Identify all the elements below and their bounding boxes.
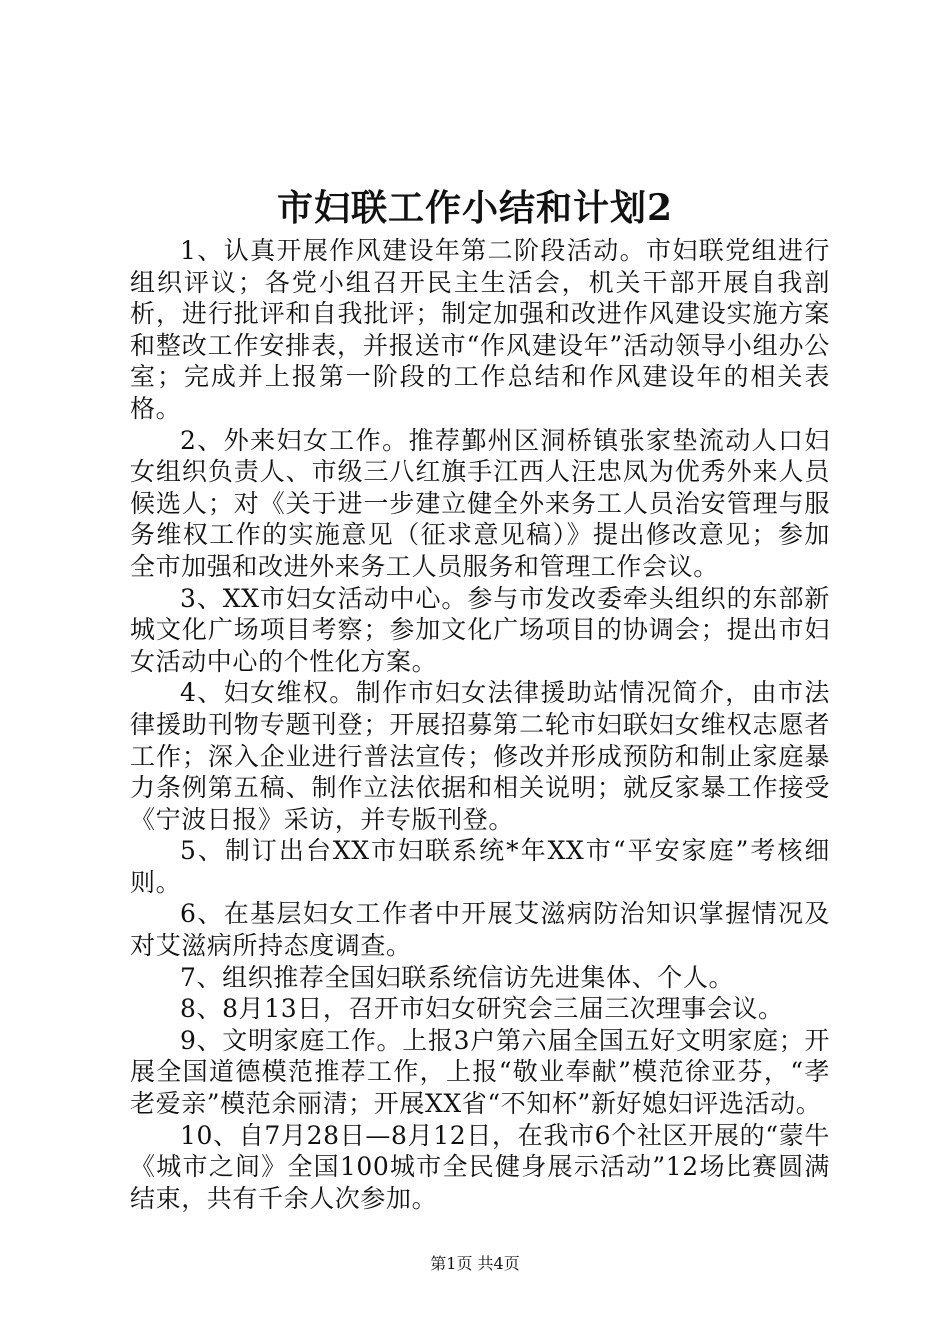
document-title: 市妇联工作小结和计划2 [276,187,674,229]
paragraph-3: 3、XX市妇女活动中心。参与市发改委牵头组织的东部新城文化广场项目考察；参加文化广场项目的协调会；提出市妇女活动中心的个性化方案。 [130,583,830,676]
paragraph-9: 9、文明家庭工作。上报3户第六届全国五好文明家庭；开展全国道德模范推荐工作，上报“敬业奉献”模范徐亚芬，“孝老爱亲”模范余丽清；开展XX省“不知杯”新好媳妇评选活动。 [130,1025,830,1119]
document-body [130,235,830,1214]
paragraph-1: 1、认真开展作风建设年第二阶段活动。市妇联党组进行组织评议；各党小组召开民主生活会，机关干部开展自我剖析，进行批评和自我批评；制定加强和改进作风建设实施方案和整改工作安排表，并报送市“作风建设年”活动领导小组办公室；完成并上报第一阶段的工作总结和作风建设年的相关表格。 [130,236,830,423]
page-footer: 第1页 共4页 [430,1254,520,1273]
paragraph-8: 8、8月13日，召开市妇女研究会三届三次理事会议。 [180,994,784,1024]
paragraph-7: 7、组织推荐全国妇联系统信访先进集体、个人。 [180,962,735,992]
paragraph-4: 4、妇女维权。制作市妇女法律援助站情况简介，由市法律援助刊物专题刊登；开展招募第二轮市妇联妇女维权志愿者工作；深入企业进行普法宣传；修改并形成预防和制止家庭暴力条例第五稿、制作立法依据和相关说明；就反家暴工作接受《宁波日报》采访，并专版刊登。 [130,678,830,834]
paragraph-2: 2、外来妇女工作。推荐鄞州区洞桥镇张家垫流动人口妇女组织负责人、市级三八红旗手江西人汪忠凤为优秀外来人员候选人；对《关于进一步建立健全外来务工人员治安管理与服务维权工作的实施意见（征求意见稿）》提出修改意见；参加全市加强和改进外来务工人员服务和管理工作会议。 [130,425,830,581]
paragraph-6: 6、在基层妇女工作者中开展艾滋病防治知识掌握情况及对艾滋病所持态度调查。 [130,899,830,961]
paragraph-10: 10、自7月28日—8月12日，在我市6个社区开展的“蒙牛《城市之间》全国100城市全民健身展示活动”12场比赛圆满结束，共有千余人次参加。 [130,1120,830,1213]
paragraph-5: 5、制订出台XX市妇联系统*年XX市“平安家庭”考核细则。 [130,836,830,897]
